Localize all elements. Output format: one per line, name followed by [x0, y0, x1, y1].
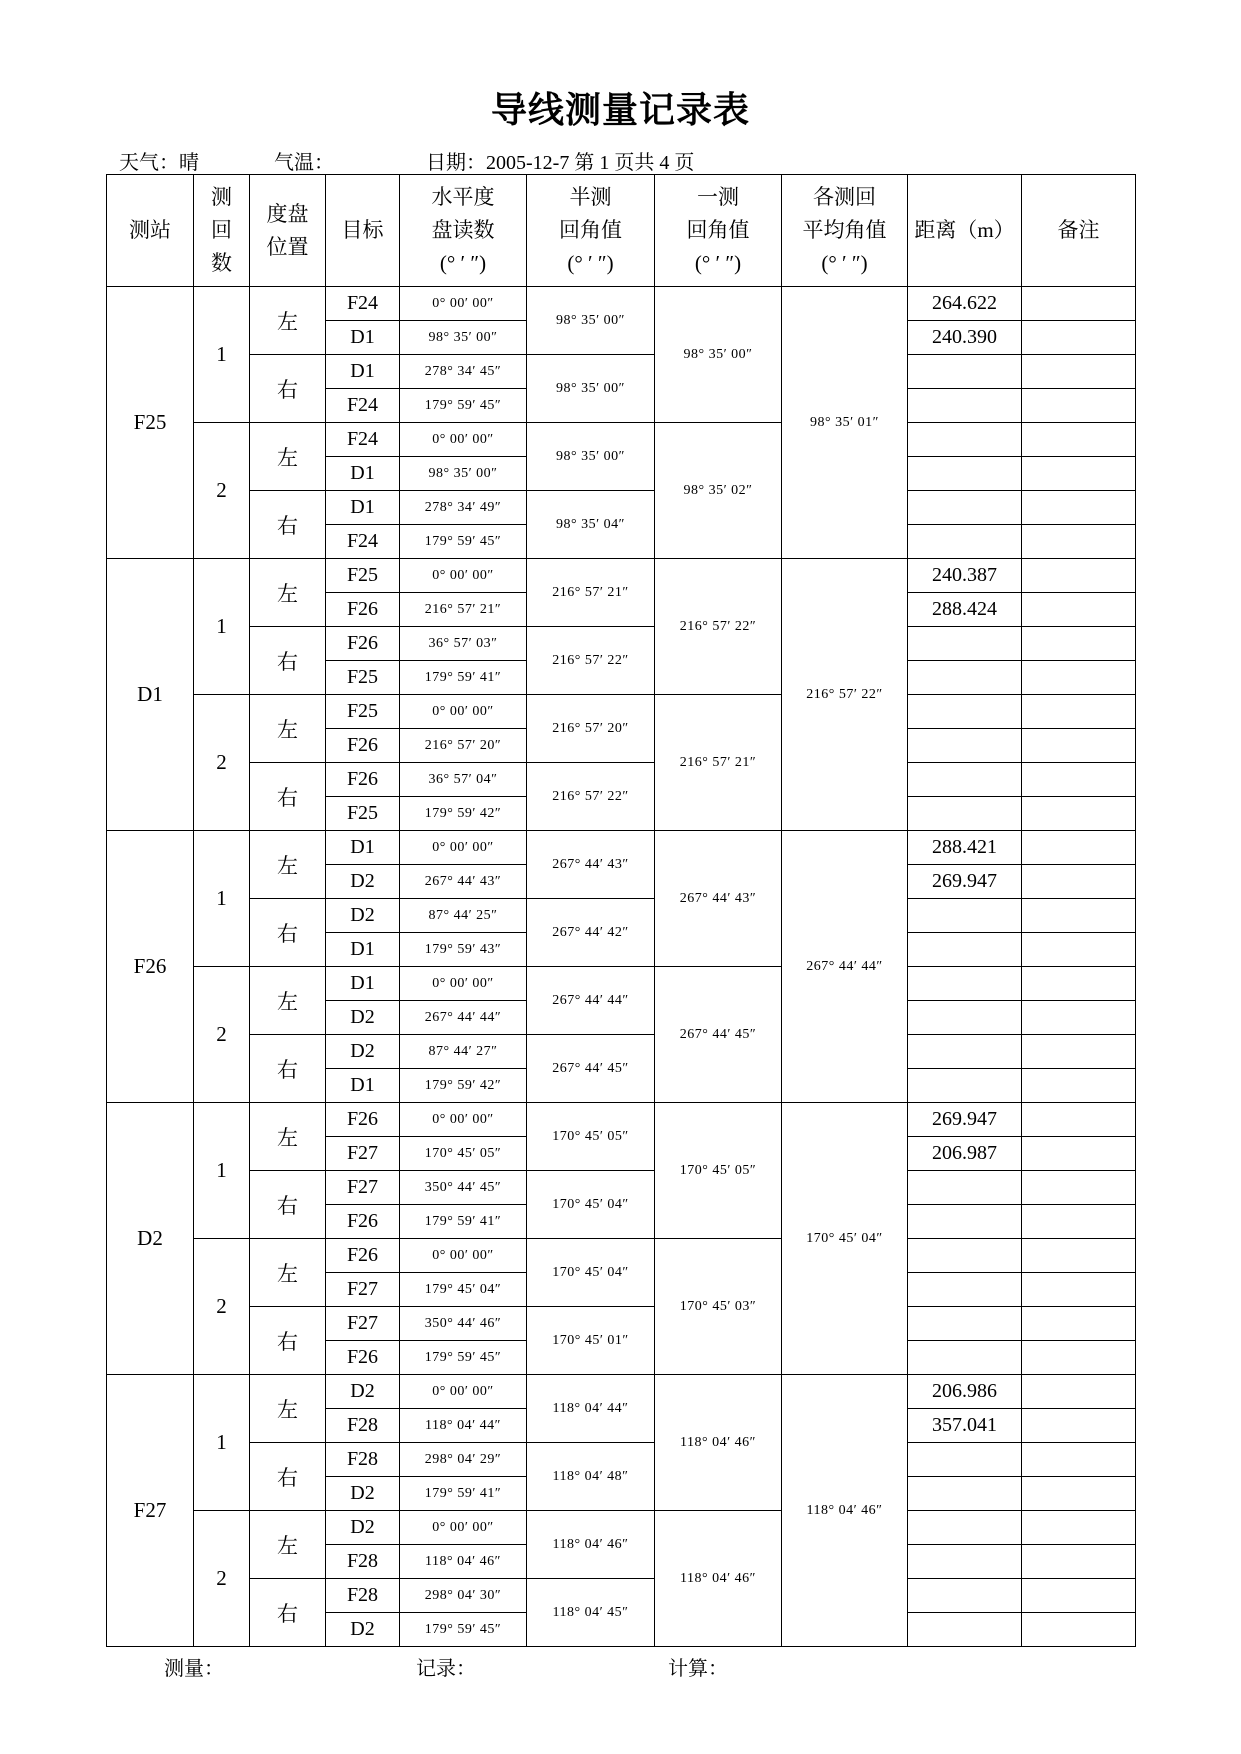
target-cell: D1 [326, 933, 400, 967]
horizontal-reading-cell: 98° 35′ 00″ [400, 457, 527, 491]
face-position-cell: 右 [250, 1443, 326, 1511]
half-round-angle-cell: 118° 04′ 44″ [527, 1375, 655, 1443]
remarks-cell [1022, 457, 1136, 491]
horizontal-reading-cell: 98° 35′ 00″ [400, 321, 527, 355]
survey-record-table [106, 174, 1136, 1647]
round-number-cell: 2 [194, 967, 250, 1103]
header-remarks [1022, 175, 1136, 287]
header-mean-angle [782, 175, 908, 287]
target-cell: F26 [326, 1103, 400, 1137]
target-cell: F27 [326, 1273, 400, 1307]
half-round-angle-cell: 98° 35′ 00″ [527, 355, 655, 423]
mean-angle-cell: 98° 35′ 01″ [782, 287, 908, 559]
horizontal-reading-cell: 179° 59′ 41″ [400, 1205, 527, 1239]
face-position-cell: 右 [250, 355, 326, 423]
round-number-cell: 1 [194, 1103, 250, 1239]
horizontal-reading-cell: 0° 00′ 00″ [400, 559, 527, 593]
header-line: 各测回 [813, 185, 876, 209]
half-round-angle-cell: 216° 57′ 22″ [527, 627, 655, 695]
distance-cell [908, 491, 1022, 525]
remarks-cell [1022, 525, 1136, 559]
distance-cell [908, 457, 1022, 491]
target-cell: F28 [326, 1409, 400, 1443]
station-cell: F27 [107, 1375, 194, 1647]
horizontal-reading-cell: 179° 59′ 41″ [400, 661, 527, 695]
distance-cell: 288.421 [908, 831, 1022, 865]
target-cell: D1 [326, 491, 400, 525]
header-line: 备注 [1057, 218, 1100, 242]
remarks-cell [1022, 1443, 1136, 1477]
round-angle-cell: 267° 44′ 43″ [655, 831, 782, 967]
half-round-angle-cell: 216° 57′ 21″ [527, 559, 655, 627]
remarks-cell [1022, 1511, 1136, 1545]
remarks-cell [1022, 1545, 1136, 1579]
header-round-count [194, 175, 250, 287]
round-angle-cell: 216° 57′ 22″ [655, 559, 782, 695]
horizontal-reading-cell: 36° 57′ 04″ [400, 763, 527, 797]
target-cell: F24 [326, 423, 400, 457]
remarks-cell [1022, 831, 1136, 865]
horizontal-reading-cell: 170° 45′ 05″ [400, 1137, 527, 1171]
half-round-angle-cell: 170° 45′ 05″ [527, 1103, 655, 1171]
round-angle-cell: 170° 45′ 03″ [655, 1239, 782, 1375]
remarks-cell [1022, 321, 1136, 355]
header-line: 测 [211, 185, 232, 209]
table-row [107, 355, 1136, 389]
distance-cell [908, 933, 1022, 967]
remarks-cell [1022, 627, 1136, 661]
distance-cell: 288.424 [908, 593, 1022, 627]
weather-field: 天气：晴 [119, 152, 199, 174]
face-position-cell: 左 [250, 559, 326, 627]
header-line: 半测 [569, 185, 612, 209]
distance-cell [908, 355, 1022, 389]
target-cell: D2 [326, 1375, 400, 1409]
face-position-cell: 左 [250, 1103, 326, 1171]
table-row [107, 1239, 1136, 1273]
table-row [107, 287, 1136, 321]
target-cell: D1 [326, 457, 400, 491]
target-cell: D1 [326, 321, 400, 355]
target-cell: D2 [326, 899, 400, 933]
target-cell: F27 [326, 1307, 400, 1341]
round-angle-cell: 267° 44′ 45″ [655, 967, 782, 1103]
distance-cell [908, 1205, 1022, 1239]
header-round-angle [655, 175, 782, 287]
mean-angle-cell: 118° 04′ 46″ [782, 1375, 908, 1647]
face-position-cell: 右 [250, 1171, 326, 1239]
remarks-cell [1022, 865, 1136, 899]
header-line: 距离（m） [914, 218, 1015, 242]
table-row [107, 559, 1136, 593]
horizontal-reading-cell: 278° 34′ 45″ [400, 355, 527, 389]
station-cell: D1 [107, 559, 194, 831]
remarks-cell [1022, 1035, 1136, 1069]
horizontal-reading-cell: 0° 00′ 00″ [400, 695, 527, 729]
round-angle-cell: 170° 45′ 05″ [655, 1103, 782, 1239]
face-position-cell: 右 [250, 1579, 326, 1647]
header-line: 测站 [129, 218, 171, 242]
target-cell: F24 [326, 287, 400, 321]
header-line: (° ′ ″) [821, 251, 868, 275]
half-round-angle-cell: 267° 44′ 45″ [527, 1035, 655, 1103]
half-round-angle-cell: 170° 45′ 01″ [527, 1307, 655, 1375]
round-number-cell: 2 [194, 1511, 250, 1647]
target-cell: D2 [326, 1477, 400, 1511]
distance-cell [908, 1613, 1022, 1647]
table-row [107, 1579, 1136, 1613]
distance-cell [908, 1443, 1022, 1477]
header-line: (° ′ ″) [567, 251, 614, 275]
target-cell: D2 [326, 1613, 400, 1647]
half-round-angle-cell: 170° 45′ 04″ [527, 1171, 655, 1239]
target-cell: F25 [326, 661, 400, 695]
half-round-angle-cell: 216° 57′ 20″ [527, 695, 655, 763]
station-cell: D2 [107, 1103, 194, 1375]
target-cell: F28 [326, 1579, 400, 1613]
surveyor-signature-field: 测量： [164, 1658, 224, 1680]
distance-cell [908, 1579, 1022, 1613]
horizontal-reading-cell: 350° 44′ 46″ [400, 1307, 527, 1341]
round-number-cell: 1 [194, 559, 250, 695]
header-half-round-angle [527, 175, 655, 287]
header-distance [908, 175, 1022, 287]
horizontal-reading-cell: 298° 04′ 30″ [400, 1579, 527, 1613]
remarks-cell [1022, 1069, 1136, 1103]
target-cell: D1 [326, 831, 400, 865]
remarks-cell [1022, 1103, 1136, 1137]
table-row [107, 763, 1136, 797]
horizontal-reading-cell: 0° 00′ 00″ [400, 831, 527, 865]
horizontal-reading-cell: 0° 00′ 00″ [400, 1239, 527, 1273]
table-row [107, 1171, 1136, 1205]
header-line: 回 [211, 218, 232, 242]
target-cell: D2 [326, 1035, 400, 1069]
header-line: (° ′ ″) [694, 251, 742, 275]
table-row [107, 1103, 1136, 1137]
table-row [107, 831, 1136, 865]
distance-cell [908, 1069, 1022, 1103]
target-cell: F25 [326, 797, 400, 831]
round-number-cell: 2 [194, 1239, 250, 1375]
station-cell: F25 [107, 287, 194, 559]
table-row [107, 627, 1136, 661]
table-row [107, 1511, 1136, 1545]
horizontal-reading-cell: 179° 59′ 41″ [400, 1477, 527, 1511]
target-cell: F25 [326, 559, 400, 593]
header-line: 目标 [341, 218, 384, 242]
face-position-cell: 右 [250, 627, 326, 695]
round-number-cell: 2 [194, 423, 250, 559]
remarks-cell [1022, 1137, 1136, 1171]
remarks-cell [1022, 1477, 1136, 1511]
table-body [107, 287, 1136, 1647]
horizontal-reading-cell: 0° 00′ 00″ [400, 1375, 527, 1409]
distance-cell: 240.387 [908, 559, 1022, 593]
distance-cell [908, 1239, 1022, 1273]
header-row [107, 175, 1136, 287]
half-round-angle-cell: 267° 44′ 42″ [527, 899, 655, 967]
header-line: 数 [211, 251, 232, 275]
face-position-cell: 左 [250, 423, 326, 491]
round-angle-cell: 118° 04′ 46″ [655, 1511, 782, 1647]
horizontal-reading-cell: 0° 00′ 00″ [400, 423, 527, 457]
remarks-cell [1022, 695, 1136, 729]
header-line: 位置 [266, 234, 309, 259]
face-position-cell: 左 [250, 695, 326, 763]
remarks-cell [1022, 1307, 1136, 1341]
round-number-cell: 2 [194, 695, 250, 831]
horizontal-reading-cell: 179° 59′ 45″ [400, 389, 527, 423]
distance-cell: 206.986 [908, 1375, 1022, 1409]
half-round-angle-cell: 118° 04′ 48″ [527, 1443, 655, 1511]
target-cell: D2 [326, 1001, 400, 1035]
round-number-cell: 1 [194, 287, 250, 423]
table-row [107, 1443, 1136, 1477]
distance-cell [908, 967, 1022, 1001]
recorder-signature-field: 记录： [416, 1658, 476, 1680]
horizontal-reading-cell: 179° 45′ 04″ [400, 1273, 527, 1307]
mean-angle-cell: 216° 57′ 22″ [782, 559, 908, 831]
remarks-cell [1022, 797, 1136, 831]
remarks-cell [1022, 933, 1136, 967]
header-line: (° ′ ″) [439, 251, 487, 275]
round-angle-cell: 118° 04′ 46″ [655, 1375, 782, 1511]
distance-cell: 269.947 [908, 865, 1022, 899]
horizontal-reading-cell: 216° 57′ 20″ [400, 729, 527, 763]
target-cell: F26 [326, 763, 400, 797]
round-angle-cell: 98° 35′ 02″ [655, 423, 782, 559]
target-cell: F26 [326, 729, 400, 763]
header-line: 平均角值 [802, 218, 887, 242]
horizontal-reading-cell: 267° 44′ 44″ [400, 1001, 527, 1035]
remarks-cell [1022, 763, 1136, 797]
header-line: 回角值 [686, 218, 750, 242]
distance-cell: 240.390 [908, 321, 1022, 355]
remarks-cell [1022, 287, 1136, 321]
table-row [107, 491, 1136, 525]
target-cell: F24 [326, 389, 400, 423]
horizontal-reading-cell: 179° 59′ 45″ [400, 1613, 527, 1647]
date-page-field: 日期：2005-12-7 第 1 页共 4 页 [426, 152, 695, 174]
target-cell: D1 [326, 355, 400, 389]
half-round-angle-cell: 118° 04′ 45″ [527, 1579, 655, 1647]
face-position-cell: 左 [250, 287, 326, 355]
distance-cell [908, 1273, 1022, 1307]
header-line: 水平度 [431, 185, 495, 209]
target-cell: F28 [326, 1443, 400, 1477]
target-cell: F27 [326, 1171, 400, 1205]
station-cell: F26 [107, 831, 194, 1103]
remarks-cell [1022, 355, 1136, 389]
distance-cell: 357.041 [908, 1409, 1022, 1443]
horizontal-reading-cell: 179° 59′ 42″ [400, 797, 527, 831]
horizontal-reading-cell: 179° 59′ 42″ [400, 1069, 527, 1103]
distance-cell [908, 1307, 1022, 1341]
temperature-field: 气温： [274, 152, 334, 174]
face-position-cell: 左 [250, 1239, 326, 1307]
distance-cell [908, 797, 1022, 831]
horizontal-reading-cell: 179° 59′ 45″ [400, 525, 527, 559]
table-row [107, 1375, 1136, 1409]
target-cell: F27 [326, 1137, 400, 1171]
remarks-cell [1022, 1273, 1136, 1307]
remarks-cell [1022, 1001, 1136, 1035]
header-station [107, 175, 194, 287]
distance-cell: 269.947 [908, 1103, 1022, 1137]
distance-cell [908, 627, 1022, 661]
distance-cell: 264.622 [908, 287, 1022, 321]
round-angle-cell: 216° 57′ 21″ [655, 695, 782, 831]
remarks-cell [1022, 729, 1136, 763]
face-position-cell: 右 [250, 491, 326, 559]
remarks-cell [1022, 423, 1136, 457]
face-position-cell: 左 [250, 1375, 326, 1443]
remarks-cell [1022, 1341, 1136, 1375]
distance-cell [908, 1171, 1022, 1205]
half-round-angle-cell: 170° 45′ 04″ [527, 1239, 655, 1307]
header-target [326, 175, 400, 287]
horizontal-reading-cell: 216° 57′ 21″ [400, 593, 527, 627]
target-cell: D1 [326, 967, 400, 1001]
remarks-cell [1022, 1205, 1136, 1239]
target-cell: D2 [326, 1511, 400, 1545]
page-title: 导线测量记录表 [490, 90, 750, 131]
remarks-cell [1022, 491, 1136, 525]
half-round-angle-cell: 98° 35′ 04″ [527, 491, 655, 559]
horizontal-reading-cell: 36° 57′ 03″ [400, 627, 527, 661]
target-cell: F24 [326, 525, 400, 559]
half-round-angle-cell: 98° 35′ 00″ [527, 287, 655, 355]
horizontal-reading-cell: 118° 04′ 46″ [400, 1545, 527, 1579]
target-cell: F26 [326, 1205, 400, 1239]
mean-angle-cell: 267° 44′ 44″ [782, 831, 908, 1103]
round-angle-cell: 98° 35′ 00″ [655, 287, 782, 423]
horizontal-reading-cell: 350° 44′ 45″ [400, 1171, 527, 1205]
target-cell: F26 [326, 627, 400, 661]
table-row [107, 695, 1136, 729]
calculator-signature-field: 计算： [668, 1658, 728, 1680]
header-face-position [250, 175, 326, 287]
distance-cell [908, 1035, 1022, 1069]
half-round-angle-cell: 267° 44′ 43″ [527, 831, 655, 899]
round-number-cell: 1 [194, 1375, 250, 1511]
horizontal-reading-cell: 118° 04′ 44″ [400, 1409, 527, 1443]
remarks-cell [1022, 559, 1136, 593]
distance-cell [908, 389, 1022, 423]
horizontal-reading-cell: 179° 59′ 45″ [400, 1341, 527, 1375]
half-round-angle-cell: 267° 44′ 44″ [527, 967, 655, 1035]
horizontal-reading-cell: 267° 44′ 43″ [400, 865, 527, 899]
remarks-cell [1022, 1613, 1136, 1647]
header-line: 回角值 [559, 218, 622, 242]
horizontal-reading-cell: 278° 34′ 49″ [400, 491, 527, 525]
distance-cell [908, 1001, 1022, 1035]
horizontal-reading-cell: 0° 00′ 00″ [400, 1511, 527, 1545]
target-cell: F26 [326, 1341, 400, 1375]
remarks-cell [1022, 1171, 1136, 1205]
mean-angle-cell: 170° 45′ 04″ [782, 1103, 908, 1375]
horizontal-reading-cell: 0° 00′ 00″ [400, 287, 527, 321]
face-position-cell: 右 [250, 763, 326, 831]
table-row [107, 1035, 1136, 1069]
header-line: 度盘 [266, 201, 309, 226]
table-row [107, 967, 1136, 1001]
remarks-cell [1022, 389, 1136, 423]
distance-cell [908, 423, 1022, 457]
table-row [107, 899, 1136, 933]
target-cell: F26 [326, 593, 400, 627]
face-position-cell: 右 [250, 899, 326, 967]
distance-cell [908, 695, 1022, 729]
half-round-angle-cell: 98° 35′ 00″ [527, 423, 655, 491]
remarks-cell [1022, 1579, 1136, 1613]
horizontal-reading-cell: 0° 00′ 00″ [400, 967, 527, 1001]
remarks-cell [1022, 593, 1136, 627]
round-number-cell: 1 [194, 831, 250, 967]
remarks-cell [1022, 1375, 1136, 1409]
distance-cell [908, 1477, 1022, 1511]
distance-cell [908, 763, 1022, 797]
remarks-cell [1022, 1409, 1136, 1443]
target-cell: F28 [326, 1545, 400, 1579]
face-position-cell: 右 [250, 1307, 326, 1375]
distance-cell [908, 1341, 1022, 1375]
horizontal-reading-cell: 298° 04′ 29″ [400, 1443, 527, 1477]
horizontal-reading-cell: 87° 44′ 25″ [400, 899, 527, 933]
remarks-cell [1022, 661, 1136, 695]
horizontal-reading-cell: 0° 00′ 00″ [400, 1103, 527, 1137]
face-position-cell: 左 [250, 967, 326, 1035]
remarks-cell [1022, 967, 1136, 1001]
distance-cell [908, 1511, 1022, 1545]
target-cell: F25 [326, 695, 400, 729]
distance-cell [908, 525, 1022, 559]
face-position-cell: 左 [250, 831, 326, 899]
horizontal-reading-cell: 87° 44′ 27″ [400, 1035, 527, 1069]
target-cell: D2 [326, 865, 400, 899]
header-horizontal-reading [400, 175, 527, 287]
table-row [107, 1307, 1136, 1341]
distance-cell [908, 899, 1022, 933]
target-cell: D1 [326, 1069, 400, 1103]
face-position-cell: 左 [250, 1511, 326, 1579]
target-cell: F26 [326, 1239, 400, 1273]
distance-cell [908, 729, 1022, 763]
distance-cell: 206.987 [908, 1137, 1022, 1171]
header-line: 一测 [697, 185, 739, 209]
remarks-cell [1022, 899, 1136, 933]
table-row [107, 423, 1136, 457]
remarks-cell [1022, 1239, 1136, 1273]
half-round-angle-cell: 118° 04′ 46″ [527, 1511, 655, 1579]
distance-cell [908, 661, 1022, 695]
distance-cell [908, 1545, 1022, 1579]
face-position-cell: 右 [250, 1035, 326, 1103]
half-round-angle-cell: 216° 57′ 22″ [527, 763, 655, 831]
horizontal-reading-cell: 179° 59′ 43″ [400, 933, 527, 967]
header-line: 盘读数 [431, 218, 495, 242]
